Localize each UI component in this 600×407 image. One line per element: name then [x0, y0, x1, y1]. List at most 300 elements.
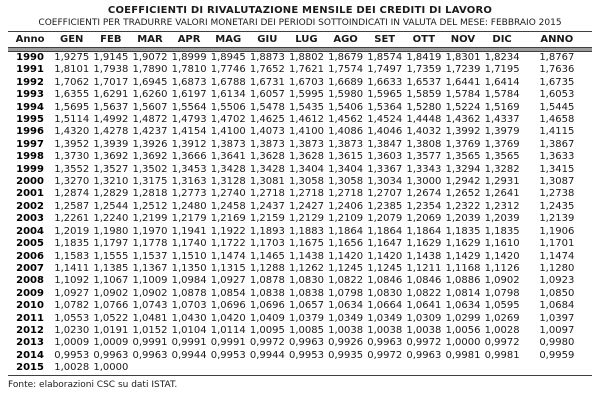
value-cell: 1,8419 [406, 52, 442, 63]
table-row [8, 213, 592, 225]
value-cell: 1,1315 [210, 262, 246, 274]
value-cell: 1,3952 [54, 138, 90, 150]
value-cell: 1,0854 [210, 287, 246, 299]
value-cell: 1,3034 [367, 176, 403, 188]
year-cell: 2006 [16, 250, 44, 262]
table-row [8, 114, 592, 126]
annual-value-cell: 1,5445 [539, 101, 575, 113]
value-cell: 1,0902 [484, 275, 520, 287]
value-cell: 1,5980 [328, 89, 364, 101]
year-cell: 2015 [8, 362, 52, 375]
value-cell: 1,6134 [210, 89, 246, 101]
value-cell: 0,9944 [171, 349, 207, 361]
column-header-nov: NOV [443, 32, 482, 48]
value-cell: 1,1411 [54, 262, 90, 274]
value-cell: 0,9944 [249, 349, 285, 361]
value-cell: 1,8234 [484, 52, 520, 63]
value-cell: 1,3873 [288, 138, 324, 150]
value-cell: 0,9953 [54, 349, 90, 361]
value-cell: 1,2718 [328, 188, 364, 200]
value-cell: 1,3343 [406, 163, 442, 175]
value-cell: 1,4086 [328, 126, 364, 138]
column-header-feb: FEB [91, 32, 130, 48]
value-cell: 1,7017 [93, 76, 129, 88]
value-cell: 1,6291 [93, 89, 129, 101]
value-cell: 1,0038 [367, 324, 403, 336]
year-cell: 2002 [16, 200, 44, 212]
table-body [8, 52, 592, 376]
table-row [8, 238, 592, 250]
value-cell: 1,3628 [249, 151, 285, 163]
value-cell: 1,1883 [288, 225, 324, 237]
value-cell: 0,9963 [132, 349, 168, 361]
value-cell [404, 362, 443, 375]
value-cell: 1,1740 [171, 238, 207, 250]
value-cell: 1,1583 [54, 250, 90, 262]
value-cell: 1,1610 [484, 238, 520, 250]
annual-value-cell: 1,8767 [539, 52, 575, 63]
value-cell: 1,3628 [288, 151, 324, 163]
value-cell: 1,4154 [171, 126, 207, 138]
value-cell: 1,2069 [406, 213, 442, 225]
annual-value-cell: 1,3415 [539, 163, 575, 175]
year-cell: 1995 [16, 114, 44, 126]
value-cell: 1,2931 [484, 176, 520, 188]
table-title: COEFFICIENTI DI RIVALUTAZIONE MENSILE DEI CREDITI DI LAVORO [107, 5, 493, 16]
value-cell: 1,1429 [445, 250, 481, 262]
value-cell: 1,2322 [445, 200, 481, 212]
value-cell: 1,0038 [406, 324, 442, 336]
table-row [8, 77, 592, 89]
value-cell: 1,1893 [249, 225, 285, 237]
value-cell [248, 362, 287, 375]
value-cell: 1,2169 [210, 213, 246, 225]
table-row [8, 102, 592, 114]
value-cell: 1,1465 [249, 250, 285, 262]
value-cell: 1,5564 [171, 101, 207, 113]
value-cell: 1,1245 [367, 262, 403, 274]
table-row [8, 52, 592, 65]
value-cell: 1,5784 [445, 89, 481, 101]
value-cell: 1,2312 [484, 200, 520, 212]
value-cell: 1,1245 [328, 262, 364, 274]
value-cell: 1,6197 [171, 89, 207, 101]
value-cell: 1,4046 [367, 126, 403, 138]
value-cell: 1,2199 [132, 213, 168, 225]
value-cell: 1,1941 [171, 225, 207, 237]
value-cell: 1,6945 [132, 76, 168, 88]
value-cell: 1,3565 [445, 151, 481, 163]
value-cell: 0,9963 [93, 349, 129, 361]
value-cell: 1,0349 [367, 312, 403, 324]
annual-value-cell: 1,0097 [539, 324, 575, 336]
value-cell: 1,0846 [406, 275, 442, 287]
value-cell: 1,3270 [54, 176, 90, 188]
annual-value-cell: 1,0397 [539, 312, 575, 324]
value-cell: 1,3939 [93, 138, 129, 150]
value-cell [483, 362, 522, 375]
value-cell: 1,4073 [249, 126, 285, 138]
value-cell: 1,0782 [54, 300, 90, 312]
value-cell: 1,1656 [328, 238, 364, 250]
value-cell: 1,2039 [445, 213, 481, 225]
value-cell: 1,1367 [132, 262, 168, 274]
value-cell: 0,9991 [210, 337, 246, 349]
column-header-dic: DIC [483, 32, 522, 48]
value-cell: 1,0085 [288, 324, 324, 336]
column-header-ott: OTT [404, 32, 443, 48]
value-cell: 1,1864 [328, 225, 364, 237]
year-cell: 2009 [16, 287, 44, 299]
value-cell: 0,9981 [484, 349, 520, 361]
year-cell: 2012 [16, 324, 44, 336]
value-cell [326, 362, 365, 375]
annual-value-cell: 1,4115 [539, 126, 575, 138]
value-cell: 1,8999 [171, 52, 207, 63]
table-row [8, 350, 592, 362]
value-cell: 1,6414 [484, 76, 520, 88]
value-cell: 1,4793 [171, 114, 207, 126]
value-cell: 1,0846 [367, 275, 403, 287]
value-cell: 1,0902 [132, 287, 168, 299]
annual-value-cell: 1,3867 [539, 138, 575, 150]
value-cell: 0,9935 [328, 349, 364, 361]
value-cell: 1,6260 [132, 89, 168, 101]
value-cell: 1,3163 [171, 176, 207, 188]
column-header-mag: MAG [209, 32, 248, 48]
value-cell: 1,4320 [54, 126, 90, 138]
value-cell [443, 362, 482, 375]
value-cell: 1,1537 [132, 250, 168, 262]
value-cell: 1,2707 [367, 188, 403, 200]
value-cell: 1,0000 [91, 362, 130, 375]
value-cell: 1,8802 [288, 52, 324, 63]
column-header-mar: MAR [130, 32, 169, 48]
value-cell: 1,5224 [445, 101, 481, 113]
value-cell: 1,3210 [93, 176, 129, 188]
value-cell: 1,0191 [93, 324, 129, 336]
value-cell: 1,0230 [54, 324, 90, 336]
value-cell: 1,1420 [484, 250, 520, 262]
value-cell: 1,3058 [328, 176, 364, 188]
value-cell: 1,1474 [210, 250, 246, 262]
table-row [8, 226, 592, 238]
value-cell: 1,5406 [328, 101, 364, 113]
annual-value-cell: 1,0850 [539, 287, 575, 299]
value-cell: 1,0634 [328, 300, 364, 312]
annual-value-cell: 1,2738 [539, 188, 575, 200]
value-cell: 1,0766 [93, 300, 129, 312]
value-cell: 1,9145 [93, 52, 129, 63]
value-cell: 1,3294 [445, 163, 481, 175]
value-cell: 1,1350 [171, 262, 207, 274]
value-cell: 1,2019 [54, 225, 90, 237]
value-cell: 0,9926 [328, 337, 364, 349]
value-cell: 1,0009 [93, 337, 129, 349]
annual-value-cell: 0,9980 [539, 337, 575, 349]
table-row [8, 64, 592, 76]
table-row [8, 126, 592, 138]
value-cell: 1,3000 [406, 176, 442, 188]
value-cell: 1,1126 [484, 262, 520, 274]
value-cell: 1,1067 [93, 275, 129, 287]
value-cell: 1,0814 [445, 287, 481, 299]
column-header-lug: LUG [287, 32, 326, 48]
annual-value-cell [522, 362, 592, 375]
value-cell: 1,2437 [249, 200, 285, 212]
year-column-header: Anno [8, 32, 52, 48]
value-cell: 1,3692 [93, 151, 129, 163]
value-cell: 1,7890 [132, 64, 168, 76]
value-cell: 1,0657 [288, 300, 324, 312]
value-cell: 1,3873 [210, 138, 246, 150]
column-header-gen: GEN [52, 32, 91, 48]
annual-value-cell: 1,4658 [539, 114, 575, 126]
year-cell: 1997 [16, 138, 44, 150]
table-row [8, 251, 592, 263]
coefficients-table [8, 31, 592, 376]
value-cell: 1,4032 [406, 126, 442, 138]
value-cell: 1,2512 [132, 200, 168, 212]
value-cell: 1,0114 [210, 324, 246, 336]
value-cell: 1,1797 [93, 238, 129, 250]
annual-value-cell: 1,7636 [539, 64, 575, 76]
value-cell: 1,4448 [406, 114, 442, 126]
value-cell: 1,2159 [249, 213, 285, 225]
value-cell: 1,5506 [210, 101, 246, 113]
value-cell [365, 362, 404, 375]
value-cell: 1,5280 [406, 101, 442, 113]
value-cell: 1,7574 [328, 64, 364, 76]
value-cell: 1,1835 [445, 225, 481, 237]
table-header [8, 32, 592, 52]
value-cell: 1,0481 [132, 312, 168, 324]
value-cell: 1,4625 [249, 114, 285, 126]
value-cell: 1,3453 [171, 163, 207, 175]
value-cell: 1,0696 [249, 300, 285, 312]
year-cell: 2001 [16, 188, 44, 200]
value-cell: 1,4100 [210, 126, 246, 138]
column-header-giu: GIU [248, 32, 287, 48]
value-cell: 1,2079 [367, 213, 403, 225]
value-cell: 0,9953 [288, 349, 324, 361]
header-row [8, 32, 592, 48]
value-cell: 1,3847 [367, 138, 403, 150]
value-cell: 0,9972 [367, 349, 403, 361]
value-cell: 1,7497 [367, 64, 403, 76]
value-cell: 1,5637 [93, 101, 129, 113]
year-cell: 2005 [16, 238, 44, 250]
value-cell: 1,5114 [54, 114, 90, 126]
value-cell: 1,9275 [54, 52, 90, 63]
annual-value-cell: 1,3087 [539, 176, 575, 188]
annual-value-cell: 1,6053 [539, 89, 575, 101]
year-cell: 1992 [16, 76, 44, 88]
value-cell: 1,2240 [93, 213, 129, 225]
table-row [8, 300, 592, 312]
value-cell: 1,0309 [406, 312, 442, 324]
value-cell: 1,3552 [54, 163, 90, 175]
value-cell: 1,0984 [171, 275, 207, 287]
value-cell: 1,2544 [93, 200, 129, 212]
value-cell: 1,1778 [132, 238, 168, 250]
column-header-ago: AGO [326, 32, 365, 48]
column-header-set: SET [365, 32, 404, 48]
value-cell: 1,2874 [54, 188, 90, 200]
table-row [8, 176, 592, 188]
value-cell: 1,3873 [328, 138, 364, 150]
value-cell: 1,2652 [445, 188, 481, 200]
table-row [8, 164, 592, 176]
value-cell: 1,2773 [171, 188, 207, 200]
value-cell: 1,0595 [484, 300, 520, 312]
value-cell: 1,3992 [445, 126, 481, 138]
value-cell: 1,1438 [288, 250, 324, 262]
year-cell: 2004 [16, 225, 44, 237]
value-cell: 1,0522 [93, 312, 129, 324]
value-cell: 1,4100 [288, 126, 324, 138]
table-row [8, 275, 592, 287]
value-cell: 0,9991 [132, 337, 168, 349]
value-cell: 1,2829 [93, 188, 129, 200]
value-cell: 1,8101 [54, 64, 90, 76]
year-cell: 2014 [16, 349, 44, 361]
value-cell: 1,2818 [132, 188, 168, 200]
table-row [8, 313, 592, 325]
value-cell: 1,3603 [367, 151, 403, 163]
value-cell: 1,0634 [445, 300, 481, 312]
year-cell: 1998 [16, 151, 44, 163]
value-cell: 1,1675 [288, 238, 324, 250]
value-cell: 1,3527 [93, 163, 129, 175]
value-cell: 1,8945 [210, 52, 246, 63]
value-cell: 1,7746 [210, 64, 246, 76]
value-cell: 0,9981 [445, 349, 481, 361]
value-cell: 1,0902 [93, 287, 129, 299]
value-cell: 1,8873 [249, 52, 285, 63]
source-note: Fonte: elaborazioni CSC su dati ISTAT. [8, 379, 178, 390]
value-cell: 1,3666 [171, 151, 207, 163]
value-cell: 1,0104 [171, 324, 207, 336]
value-cell: 1,0152 [132, 324, 168, 336]
value-cell: 1,1722 [210, 238, 246, 250]
value-cell: 1,1703 [249, 238, 285, 250]
value-cell: 1,3175 [132, 176, 168, 188]
annual-value-cell: 1,0923 [539, 275, 575, 287]
value-cell: 1,2718 [249, 188, 285, 200]
value-cell: 1,0927 [54, 287, 90, 299]
value-cell: 1,1385 [93, 262, 129, 274]
table-row [8, 288, 592, 300]
value-cell: 1,1420 [328, 250, 364, 262]
year-cell: 1999 [16, 163, 44, 175]
value-cell [287, 362, 326, 375]
table-row [8, 362, 592, 375]
value-cell: 1,1629 [406, 238, 442, 250]
value-cell: 1,3808 [406, 138, 442, 150]
value-cell: 1,0349 [328, 312, 364, 324]
year-cell: 1993 [16, 89, 44, 101]
value-cell: 1,2740 [210, 188, 246, 200]
value-cell: 1,0838 [249, 287, 285, 299]
value-cell: 1,6689 [328, 76, 364, 88]
value-cell: 1,0299 [445, 312, 481, 324]
value-cell: 1,3730 [54, 151, 90, 163]
value-cell: 1,0056 [445, 324, 481, 336]
value-cell: 1,3692 [132, 151, 168, 163]
table-subtitle: COEFFICIENTI PER TRADURRE VALORI MONETARI DEI PERIODI SOTTOINDICATI IN VALUTA DEL MESE: FEBBRAIO 2015 [38, 18, 562, 28]
value-cell: 1,0822 [406, 287, 442, 299]
annual-value-cell: 1,1701 [539, 238, 575, 250]
value-cell: 1,0409 [249, 312, 285, 324]
value-cell: 1,2385 [367, 200, 403, 212]
value-cell: 1,2039 [484, 213, 520, 225]
value-cell: 1,3081 [249, 176, 285, 188]
value-cell: 1,6057 [249, 89, 285, 101]
value-cell: 1,3282 [484, 163, 520, 175]
year-cell: 2007 [16, 262, 44, 274]
value-cell: 1,1864 [367, 225, 403, 237]
value-cell: 1,1647 [367, 238, 403, 250]
value-cell: 1,4702 [210, 114, 246, 126]
value-cell: 1,4562 [328, 114, 364, 126]
annual-value-cell: 1,6735 [539, 76, 575, 88]
value-cell: 1,5478 [249, 101, 285, 113]
annual-value-cell: 0,9959 [539, 349, 575, 361]
value-cell: 1,0430 [171, 312, 207, 324]
value-cell: 1,5169 [484, 101, 520, 113]
value-cell: 1,0927 [210, 275, 246, 287]
value-cell: 1,3367 [367, 163, 403, 175]
value-cell: 1,2354 [406, 200, 442, 212]
value-cell: 1,1262 [288, 262, 324, 274]
table-row [8, 337, 592, 349]
value-cell: 0,9972 [406, 337, 442, 349]
value-cell: 1,7621 [288, 64, 324, 76]
value-cell: 1,2718 [288, 188, 324, 200]
value-cell: 1,3058 [288, 176, 324, 188]
value-cell: 1,1288 [249, 262, 285, 274]
value-cell: 1,0641 [406, 300, 442, 312]
value-cell: 1,0822 [328, 275, 364, 287]
value-cell: 1,7938 [93, 64, 129, 76]
value-cell: 1,1092 [54, 275, 90, 287]
value-cell: 1,0038 [328, 324, 364, 336]
value-cell: 1,3404 [288, 163, 324, 175]
annual-value-cell: 1,1906 [539, 225, 575, 237]
value-cell: 1,5695 [54, 101, 90, 113]
value-cell: 1,5435 [288, 101, 324, 113]
value-cell: 1,2458 [210, 200, 246, 212]
annual-value-cell: 1,2139 [539, 213, 575, 225]
value-cell: 1,4237 [132, 126, 168, 138]
value-cell: 1,7239 [445, 64, 481, 76]
value-cell: 1,1864 [406, 225, 442, 237]
value-cell: 1,5364 [367, 101, 403, 113]
value-cell: 1,7195 [484, 64, 520, 76]
value-cell: 1,2587 [54, 200, 90, 212]
value-cell: 1,6441 [445, 76, 481, 88]
value-cell: 1,2942 [445, 176, 481, 188]
annual-value-cell: 1,0684 [539, 300, 575, 312]
value-cell: 1,2674 [406, 188, 442, 200]
value-cell: 1,2480 [171, 200, 207, 212]
value-cell: 1,6537 [406, 76, 442, 88]
value-cell: 0,9972 [484, 337, 520, 349]
table-row [8, 201, 592, 213]
table-row [8, 89, 592, 101]
value-cell: 1,6788 [210, 76, 246, 88]
